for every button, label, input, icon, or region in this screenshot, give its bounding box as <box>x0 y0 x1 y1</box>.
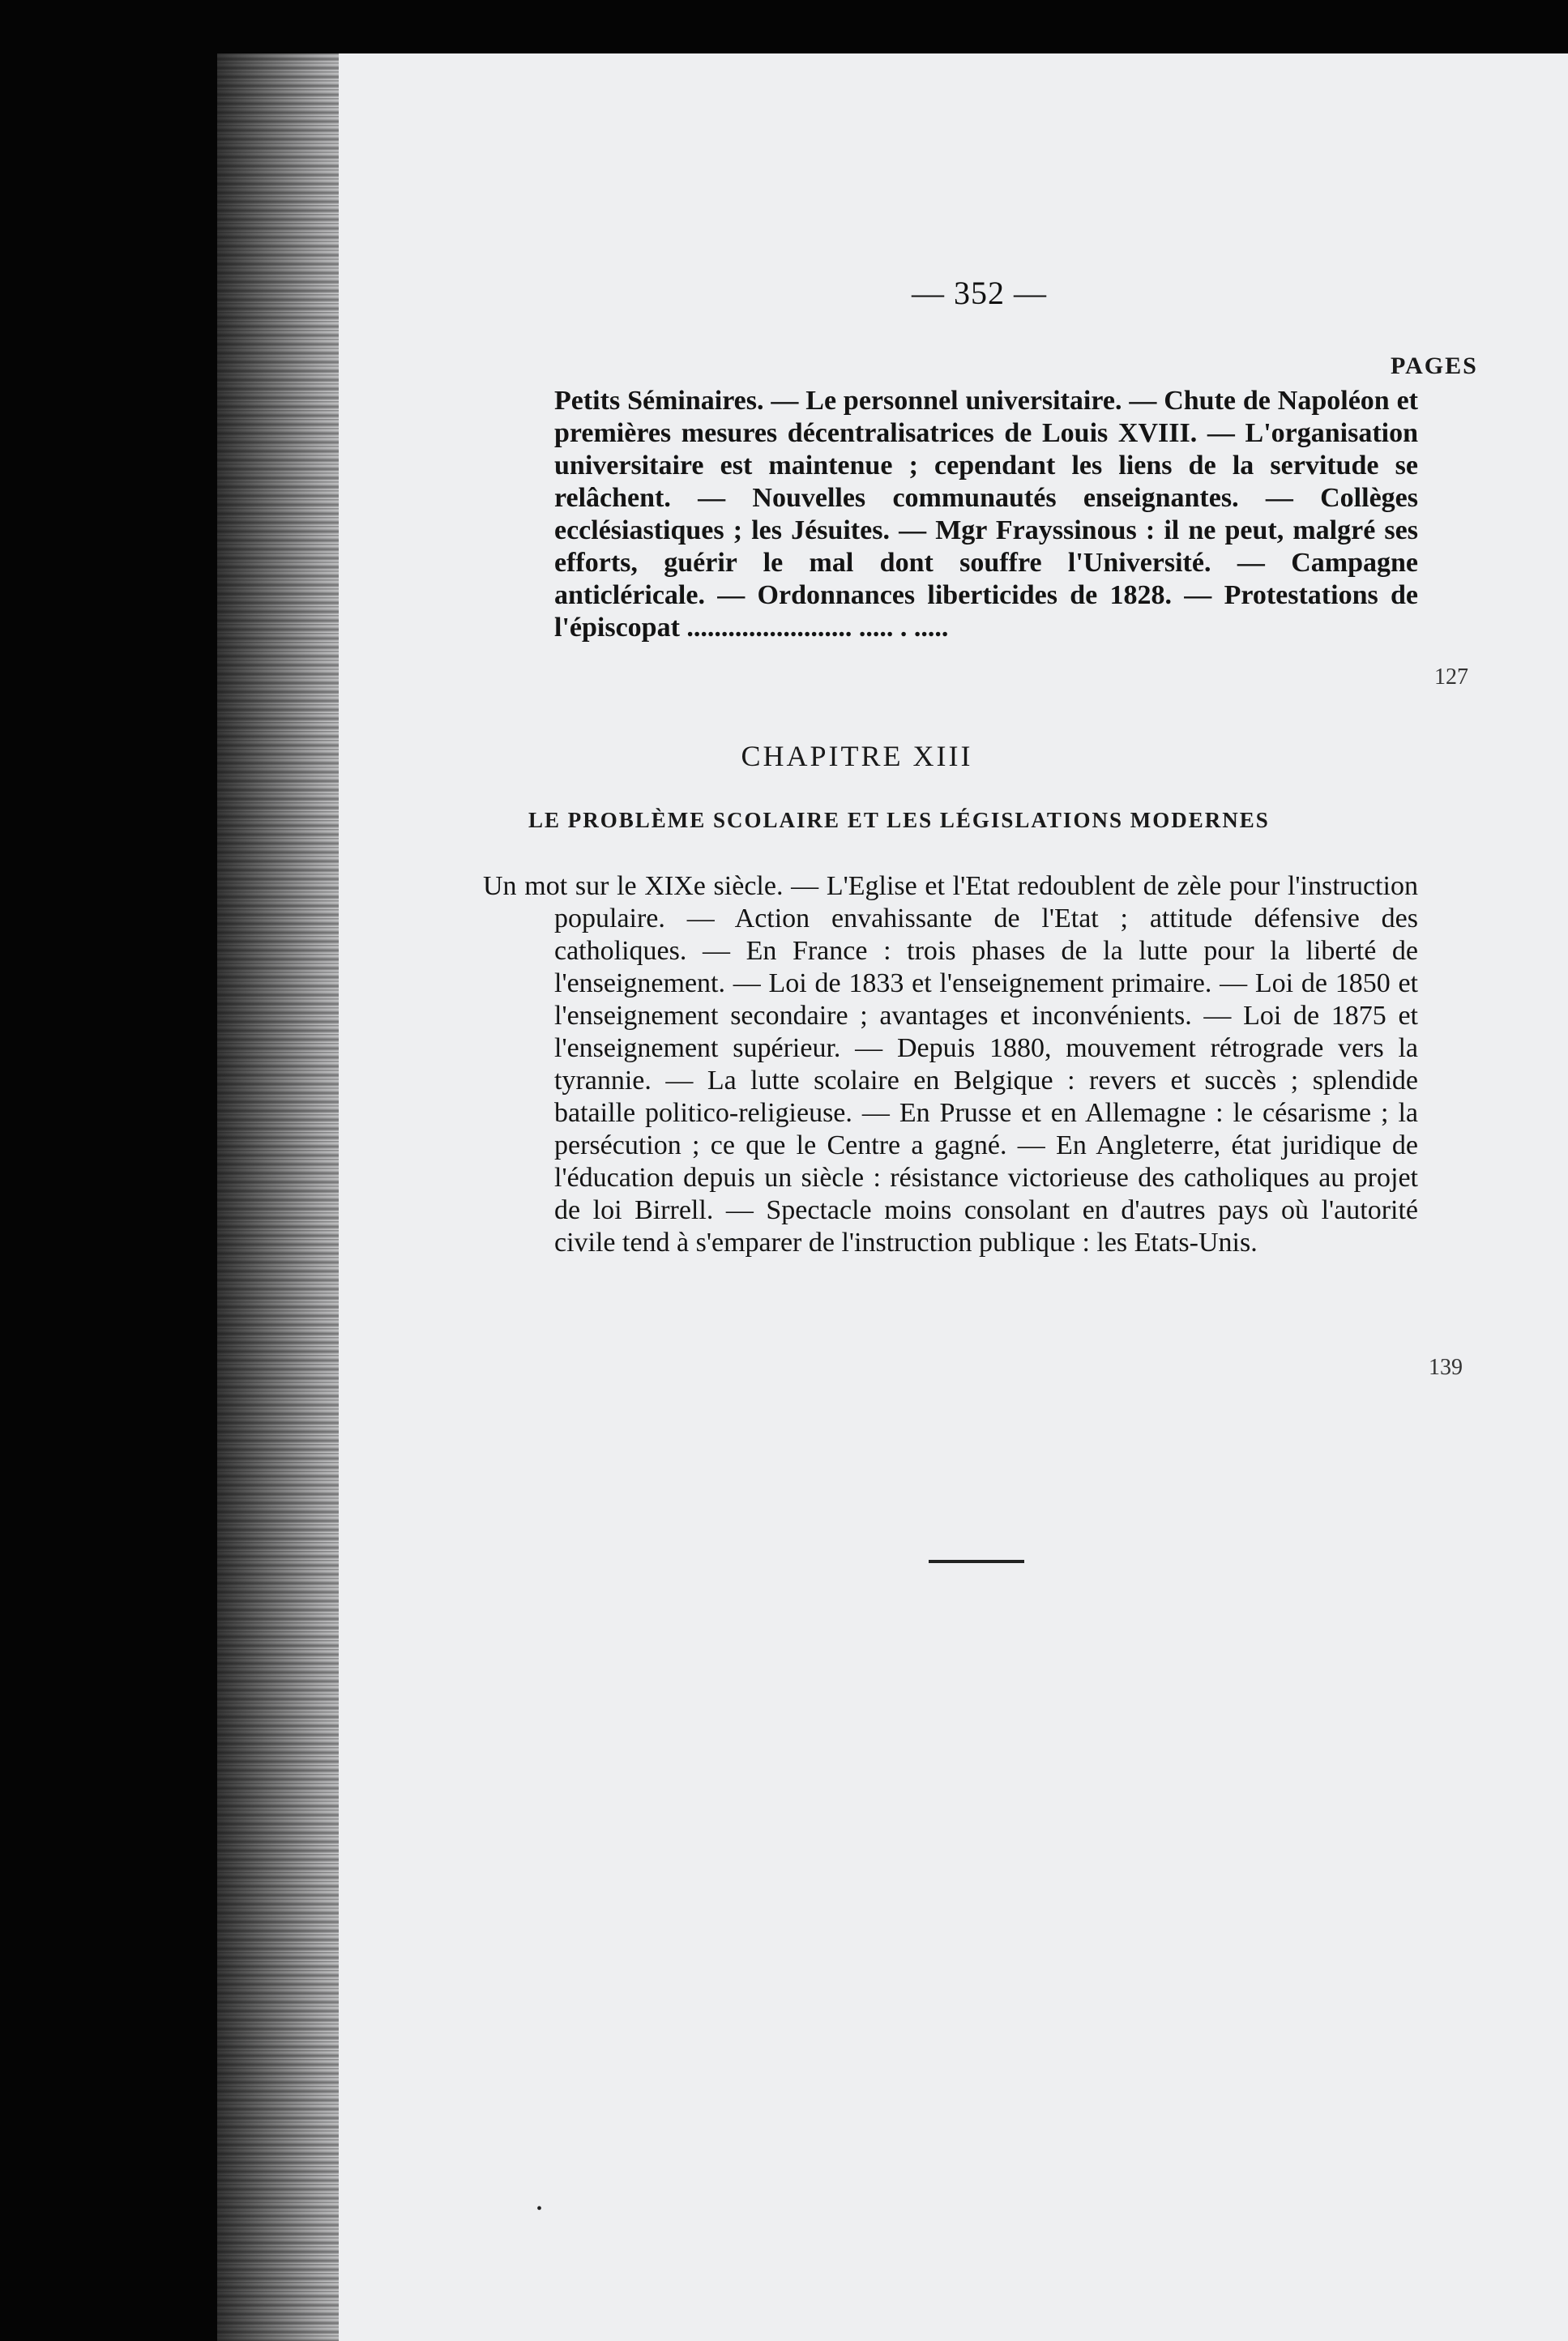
toc-entry-chapter-12-page-ref: 127 <box>1434 664 1468 690</box>
toc-entry-chapter-13-text: Un mot sur le XIXe siècle. — L'Eglise et l'Etat redoublent de zèle pour l'instruction populaire. — Action envahissante de l'Etat ; attitude défensive des catholiques. — En France : trois phases de la lutte pour la liberté de l'enseignement. — Loi de 1833 et l'enseignement primaire. — Loi de 1850 et l'enseignement secondaire ; avantages et inconvénients. — Loi de 1875 et l'enseignement supérieur. — Depuis 1880, mouvement rétrograde vers la tyrannie. — La lutte scolaire en Belgique : revers et succès ; splendide bataille politico-religieuse. — En Prusse et en Allemagne : le césarisme ; la persécution ; ce que le Centre a gagné. — En Angleterre, état juridique de l'éducation depuis un siècle : résistance victorieuse des catholiques au projet de loi Birrell. — Spectacle moins consolant en d'autres pays où l'autorité civile tend à s'emparer de l'instruction publique : les Etats-Unis. <box>483 871 1418 1258</box>
end-rule-divider <box>929 1560 1024 1563</box>
chapter-title: CHAPITRE XIII <box>741 740 973 772</box>
toc-entry-chapter-13-page-ref: 139 <box>1429 1355 1463 1380</box>
page-number: — 352 — <box>912 275 1047 311</box>
toc-entry-chapter-13-summary <box>483 870 1418 1259</box>
chapter-subtitle: LE PROBLÈME SCOLAIRE ET LES LÉGISLATIONS MODERNES <box>528 808 1270 832</box>
pages-column-label: PAGES <box>1391 352 1478 379</box>
toc-entry-chapter-12-summary: Petits Séminaires. — Le personnel universitaire. — Chute de Napoléon et premières mesures décentralisatrices de Louis XVIII. — L'organisation universitaire est maintenue ; cependant les liens de la servitude se relâchent. — Nouvelles communautés enseignantes. — Collèges ecclésiastiques ; les Jésuites. — Mgr Frayssinous : il ne peut, malgré ses efforts, guérir le mal dont souffre l'Université. — Campagne anticléricale. — Ordonnances liberticides de 1828. — Protestations de l'épiscopat ........................ ..... . ..... <box>554 386 1418 643</box>
ink-speck: • <box>536 2200 543 2218</box>
page-edge-shadow <box>217 53 339 2341</box>
